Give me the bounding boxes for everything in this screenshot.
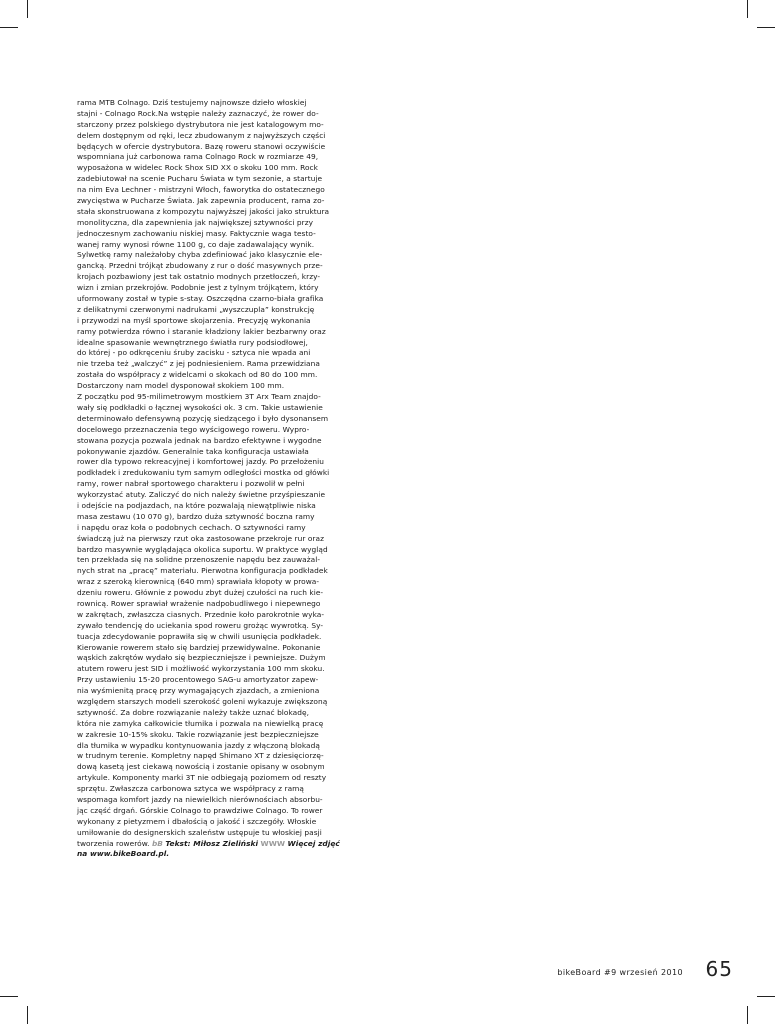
article-line: wykonany z pietyzmem i dbałością o jakość i szczegóły. Włoskie <box>77 816 317 826</box>
www-logo: WWW <box>260 838 286 848</box>
article-line: sztywność. Za dobre rozwiązanie należy także uznać blokadę, <box>77 707 309 717</box>
article-line: delem dostępnym od ręki, lecz zbudowanym z najwyższych części <box>77 130 326 140</box>
article-line: i napędu oraz koła o podobnych cechach. O sztywności ramy <box>77 522 306 532</box>
article-line: atutem roweru jest SID i możliwość wykorzystania 100 mm skoku. <box>77 664 325 674</box>
article-line: uformowany został w typie s-stay. Oszczędna czarno-biała grafika <box>77 294 324 304</box>
article-line: idealne spasowanie wewnętrznego światła rury podsiodłowej, <box>77 337 308 347</box>
crop-mark-top-left-h <box>0 27 18 28</box>
article-line: Kierowanie rowerem stało się bardziej przewidywalne. Pokonanie <box>77 642 321 652</box>
crop-mark-bottom-right-h <box>757 996 775 997</box>
article-line: Z początku pod 95-milimetrowym mostkiem 3T Arx Team znajdo- <box>77 392 321 402</box>
article-line: ramy potwierdza równo i staranie kładziony lakier bezbarwny oraz <box>77 326 326 336</box>
article-line: w trudnym terenie. Kompletny napęd Shimano XT z dziesięciorzę- <box>77 751 324 761</box>
article-line: na nim Eva Lechner - mistrzyni Włoch, faworytka do ostatecznego <box>77 185 325 195</box>
article-line: determinowało defensywną pozycję siedzącego i było dysonansem <box>77 413 329 423</box>
article-line: artykule. Komponenty marki 3T nie odbiegają poziomem od reszty <box>77 773 327 783</box>
crop-mark-top-right-h <box>757 27 775 28</box>
article-line: i odejście na podjazdach, na które pozwalają niewątpliwie niska <box>77 500 316 510</box>
article-line: monolityczna, dla zapewnienia jak największej sztywności przy <box>77 217 314 227</box>
article-line: Dostarczony nam model dysponował skokiem 100 mm. <box>77 381 285 391</box>
article-line: rama MTB Colnago. Dziś testujemy najnowsze dzieło włoskiej <box>77 98 307 107</box>
article-line: wąskich zakrętów wydało się bezpieczniejsze i pewniejsze. Dużym <box>77 653 326 663</box>
magazine-issue-footer: bikeBoard #9 wrzesień 2010 <box>557 968 683 977</box>
article-line: do której - po odkręceniu śruby zacisku - sztyca nie wpada ani <box>77 348 311 358</box>
article-closing-line <box>77 839 372 850</box>
article-line: jąc część drgań. Górskie Colnago to prawdziwe Colnago. To rower <box>77 805 323 815</box>
article-line: nych strat na „pracę” materiału. Pierwotna konfiguracja podkładek <box>77 566 328 576</box>
article-line: wizn i zmian przekrojów. Podobnie jest z tylnym trójkątem, który <box>77 283 319 293</box>
article-line: w zakrętach, zwłaszcza ciasnych. Przednie koło parokrotnie wyka- <box>77 609 325 619</box>
article-line: stajni - Colnago Rock.Na wstępie należy zaznaczyć, że rower do- <box>77 108 319 118</box>
article-line: podkładek i zredukowaniu tym samym odległości mostka od główki <box>77 468 330 478</box>
article-line: i przywodzi na myśl sportowe skojarzenia. Precyzję wykonania <box>77 315 311 325</box>
article-line: w zakresie 10-15% skoku. Takie rozwiązanie jest bezpieczniejsze <box>77 729 319 739</box>
article-line: została do współpracy z widelcami o skokach od 80 do 100 mm. <box>77 370 318 380</box>
article-line: która nie zamyka całkowicie tłumika i pozwala na niewielką pracę <box>77 718 324 728</box>
article-line: wraz z szeroką kierownicą (640 mm) sprawiała kłopoty w prowa- <box>77 577 320 587</box>
article-line: Sylwetkę ramy należałoby chyba zdefiniować jako klasycznie ele- <box>77 250 323 260</box>
bikeboard-logo: bB <box>151 838 163 848</box>
article-line: masa zestawu (10 070 g), bardzo duża sztywność boczna ramy <box>77 511 315 521</box>
article-line: świadczą już na pierwszy rzut oka zastosowane przekroje rur oraz <box>77 533 325 543</box>
closing-text: tworzenia rowerów. <box>77 838 150 848</box>
crop-mark-top-left <box>27 0 28 18</box>
article-line: bardzo masywnie wyglądająca okolica suportu. W praktyce wygląd <box>77 544 328 554</box>
article-line: umiłowanie do designerskich szaleństw ustępuje tu włoskiej pasji <box>77 827 322 837</box>
crop-mark-bottom-left <box>27 1006 28 1024</box>
article-line: wspomniana już carbonowa rama Colnago Rock w rozmiarze 49, <box>77 152 319 162</box>
article-line: stowana pozycja pozwala jednak na bardzo efektywne i wygodne <box>77 435 322 445</box>
article-line: ten przekłada się na solidne przenoszenie napędu bez zauważal- <box>77 555 321 565</box>
article-line: zadebiutował na scenie Pucharu Świata w tym sezonie, a startuje <box>77 174 323 184</box>
article-line: zywało tendencję do uciekania spod roweru grożąc wywrotką. Sy- <box>77 620 324 630</box>
article-line: rownicą. Rower sprawiał wrażenie nadpobudliwego i niepewnego <box>77 598 321 608</box>
crop-mark-top-right <box>747 0 748 18</box>
article-line: krojach pozbawiony jest tak ostatnio modnych przetłoczeń, krzy- <box>77 272 321 282</box>
article-line: docelowego przeznaczenia tego wyścigowego roweru. Wypro- <box>77 424 310 434</box>
article-line: nia wyśmienitą pracę przy wymagających zjazdach, a zmieniona <box>77 686 320 696</box>
article-line: tuacja zdecydowanie poprawiła się w chwili usunięcia podkładek. <box>77 631 322 641</box>
article-line: wspomaga komfort jazdy na niewielkich nierównościach absorbu- <box>77 795 323 804</box>
article-line: gancką. Przedni trójkąt zbudowany z rur o dość masywnych prze- <box>77 261 323 271</box>
article-line: względem starszych modeli szerokość goleni wykazuje zwiększoną <box>77 696 328 706</box>
author-credit: Tekst: Miłosz Zieliński <box>165 838 259 848</box>
crop-mark-bottom-left-h <box>0 996 18 997</box>
article-line: z delikatnymi czerwonymi nadrukami „wyszczupla” konstrukcję <box>77 304 315 314</box>
article-line: dla tłumika w wypadku kontynuowania jazdy z włączoną blokadą <box>77 740 320 750</box>
article-line: dową kasetą jest ciekawą nowością i zostanie opisany w osobnym <box>77 762 325 772</box>
article-line: wanej ramy wynosi równe 1100 g, co daje zadawalający wynik. <box>77 239 315 249</box>
article-line: Przy ustawieniu 15-20 procentowego SAG-u amortyzator zapew- <box>77 675 319 685</box>
article-line: sprzętu. Zwłaszcza carbonowa sztyca we współpracy z ramą <box>77 784 305 794</box>
more-photos-text: Więcej zdjęć <box>287 838 340 848</box>
more-photos-link[interactable]: na www.bikeBoard.pl. <box>77 849 170 859</box>
article-line: będących w ofercie dystrybutora. Bazę roweru stanowi oczywiście <box>77 141 326 151</box>
article-line: stała skonstruowana z kompozytu najwyższej jakości jako struktura <box>77 206 330 216</box>
article-body <box>77 98 372 860</box>
article-line: wyposażona w widelec Rock Shox SID XX o skoku 100 mm. Rock <box>77 163 318 173</box>
article-line: wykorzystać atuty. Zaliczyć do nich należy świetne przyśpieszanie <box>77 490 326 500</box>
article-line: rower dla typowo rekreacyjnej i komfortowej jazdy. Po przełożeniu <box>77 457 325 467</box>
page-number: 65 <box>705 957 733 981</box>
crop-mark-bottom-right <box>747 1006 748 1024</box>
article-line: ramy, rower nabrał sportowego charakteru i pozwolił w pełni <box>77 479 305 489</box>
article-line: zwycięstwa w Pucharze Świata. Jak zapewnia producent, rama zo- <box>77 196 325 206</box>
article-line: dzeniu roweru. Głównie z powodu zbyt dużej czułości na ruch kie- <box>77 588 324 598</box>
article-line: nie trzeba też „walczyć” z jej podniesieniem. Rama przewidziana <box>77 359 320 369</box>
article-line: pokonywanie zjazdów. Generalnie taka konfiguracja ustawiała <box>77 446 309 456</box>
article-line: starczony przez polskiego dystrybutora nie jest katalogowym mo- <box>77 119 324 129</box>
article-line: jednoczesnym zachowaniu niskiej masy. Faktycznie waga testo- <box>77 228 316 238</box>
article-line: wały się podkładki o łącznej wysokości ok. 3 cm. Takie ustawienie <box>77 402 323 412</box>
